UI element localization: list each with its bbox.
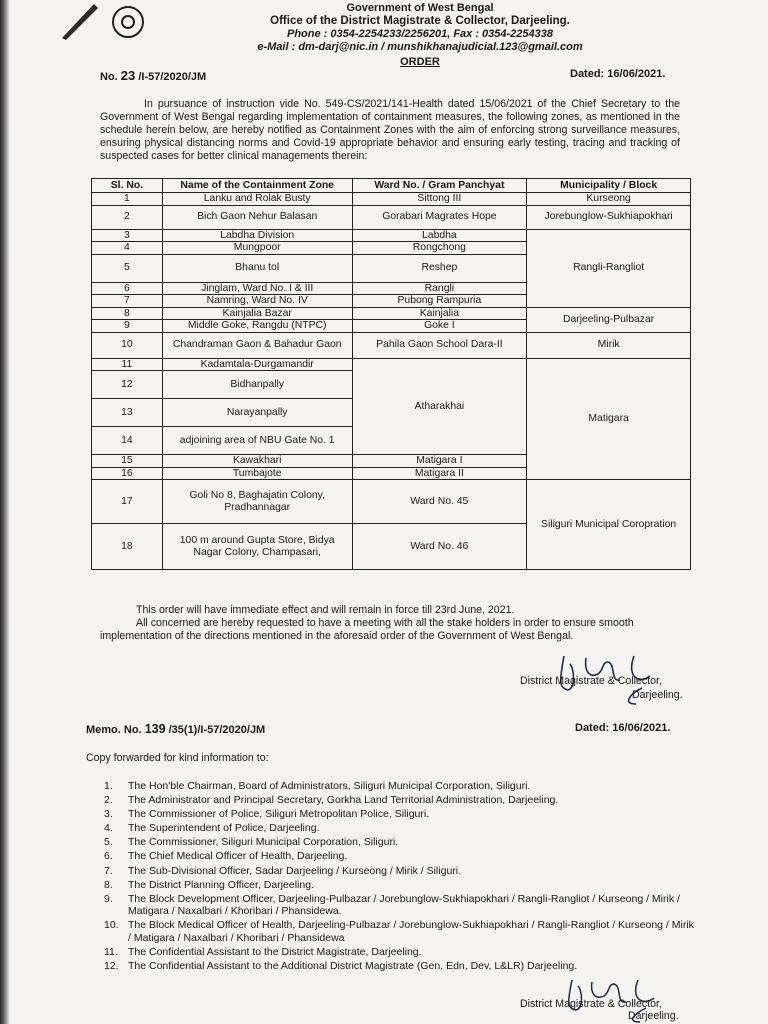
- intro-paragraph: In pursuance of instruction vide No. 549-CS/2021/141-Health dated 15/06/2021 of the Chief Secretary to the Government of West Bengal regarding implementation of containment measures, the following zones, as mentioned in the schedule herein below, are hereby notified as Containment Zones with the aim of enforcing strong surveillance measures, ensuring physical distancing norms and Covid-19 appropriate behavior and ensuring early testing, tracing and tracking of suspected cases for better clinical managements therein:: [100, 98, 680, 162]
- list-item: 5. The Commissioner, Siliguri Municipal Corporation, Siliguri.: [104, 836, 399, 849]
- table-row: 15 Kawakhari Matigara I: [92, 455, 691, 468]
- table-row: 13 Narayanpally: [92, 399, 691, 427]
- table-header-row: [92, 179, 691, 193]
- signatory-place: Darjeeling.: [632, 689, 683, 701]
- table-row: 14 adjoining area of NBU Gate No. 1: [92, 427, 691, 455]
- table-row: 12 Bidhanpally: [92, 371, 691, 399]
- list-item: 1. The Hon'ble Chairman, Board of Administrators, Siliguri Municipal Corporation, Siliguri.: [104, 780, 531, 792]
- signatory-block-memo: [520, 998, 679, 1022]
- list-item: 2. The Administrator and Principal Secretary, Gorkha Land Territorial Administration, Darjeeling.: [104, 794, 559, 807]
- signatory-title: District Magistrate & Collector,: [520, 675, 662, 687]
- list-item: 11. The Confidential Assistant to the District Magistrate, Darjeeling.: [104, 946, 422, 959]
- list-item: 8. The District Planning Officer, Darjeeling.: [104, 878, 314, 891]
- letterhead: [200, 2, 640, 69]
- table-row: 6 Jinglam, Ward No. I & III Rangli: [92, 282, 691, 295]
- signatory-block: [520, 674, 683, 702]
- table-row: 16 Tumbajote Matigara II: [92, 467, 691, 480]
- table-row: 2 Bich Gaon Nehur Balasan Gorabari Magrates Hope Jorebunglow-Sukhiapokhari: [92, 205, 691, 229]
- block-cell: Siliguri Municipal Coropration: [527, 480, 691, 570]
- government-emblem-icon: [112, 6, 144, 38]
- effect-statement: This order will have immediate effect and will remain in force till 23rd June, 2021.: [136, 604, 515, 616]
- containment-zones-table: [91, 178, 691, 570]
- signatory-title: District Magistrate & Collector,: [520, 998, 662, 1010]
- table-row: 8 Kainjalia Bazar Kainjalia Darjeeling-Pulbazar: [92, 307, 691, 320]
- table-row: 3 Labdha Division Labdha Rangli-Rangliot: [92, 229, 691, 242]
- column-header: Municipality / Block: [527, 179, 691, 193]
- table-row: 7 Namring, Ward No. IV Pubong Rampuria: [92, 295, 691, 308]
- signatory-place: Darjeeling.: [628, 1010, 679, 1022]
- table-row: 5 Bhanu tol Reshep: [92, 254, 691, 282]
- block-cell: Darjeeling-Pulbazar: [527, 307, 691, 332]
- meeting-statement: All concerned are hereby requested to have a meeting with all the stake holders in order to ensure smooth implementation of the directions mentioned in the aforesaid order of the Government of West Bengal.: [100, 617, 634, 642]
- table-row: 1 Lanku and Rolak Busty Sittong III Kurseong: [92, 193, 691, 206]
- page-edge-shadow: [0, 0, 10, 1024]
- list-item: 6. The Chief Medical Officer of Health, Darjeeling.: [104, 850, 348, 863]
- table-row: 18 100 m around Gupta Store, Bidya Nagar Colony, Champasari, Ward No. 46: [92, 524, 691, 570]
- order-number: No. 23 /I-57/2020/JM: [100, 68, 207, 83]
- distribution-list: [104, 780, 694, 974]
- memo-date: Dated: 16/06/2021.: [575, 722, 671, 734]
- table-row: 9 Middle Goke, Rangdu (NTPC) Goke I: [92, 320, 691, 333]
- ward-cell: Atharakhai: [352, 358, 527, 455]
- table-row: 11 Kadamtala-Durgamandir Atharakhai Matigara: [92, 358, 691, 371]
- block-cell: Jorebunglow-Sukhiapokhari: [527, 205, 691, 229]
- column-header: Name of the Containment Zone: [162, 179, 352, 193]
- list-item: 10. The Block Medical Officer of Health, Darjeeling-Pulbazar / Jorebunglow-Sukhiapokhari / Rangli-Rangliot / Kurseong / Mirik / Matigara / Naxalbari / Khoribari / Phansidewa: [104, 919, 694, 945]
- table-row: 4 Mungpoor Rongchong: [92, 242, 691, 255]
- memo-number: Memo. No. 139 /35(1)/I-57/2020/JM: [86, 722, 266, 736]
- list-item: 7. The Sub-Divisional Officer, Sadar Darjeeling / Kurseong / Mirik / Siliguri.: [104, 864, 462, 877]
- order-footer: [100, 604, 680, 643]
- block-cell: Kurseong: [527, 193, 691, 206]
- column-header: Ward No. / Gram Panchyat: [352, 179, 527, 193]
- list-item: 9. The Block Development Officer, Darjeeling-Pulbazar / Jorebunglow-Sukhiapokhari / Rangli-Rangliot / Kurseong / Mirik / Matigara / Naxalbari / Khoribari / Phansidewa.: [104, 892, 680, 918]
- order-title: ORDER: [400, 56, 440, 68]
- header-phone: Phone : 0354-2254233/2256201, Fax : 0354-2254338: [286, 28, 554, 40]
- block-cell: Matigara: [527, 358, 691, 480]
- header-government: Government of West Bengal: [346, 2, 494, 14]
- header-email: e-Mail : dm-darj@nic.in / munshikhanajudicial.123@gmail.com: [257, 41, 583, 53]
- table-row: 17 Goli No 8, Baghajatin Colony, Pradhannagar Ward No. 45 Siliguri Municipal Coropration: [92, 480, 691, 524]
- list-item: 12. The Confidential Assistant to the Additional District Magistrate (Gen, Edn, Dev, L&LR) Darjeeling.: [104, 960, 578, 973]
- order-date: Dated: 16/06/2021.: [570, 68, 666, 80]
- column-header: Sl. No.: [92, 179, 163, 193]
- block-cell: Rangli-Rangliot: [527, 229, 691, 307]
- table-row: 10 Chandraman Gaon & Bahadur Gaon Pahila Gaon School Dara-II Mirik: [92, 332, 691, 358]
- block-cell: Mirik: [527, 332, 691, 358]
- list-item: 3. The Commissioner of Police, Siliguri Metropolitan Police, Siliguri.: [104, 808, 430, 821]
- copy-forwarded-label: Copy forwarded for kind information to:: [86, 752, 269, 764]
- list-item: 4. The Superintendent of Police, Darjeeling.: [104, 822, 320, 835]
- pen-icon: [60, 0, 100, 40]
- header-office: Office of the District Magistrate & Collector, Darjeeling.: [270, 15, 570, 27]
